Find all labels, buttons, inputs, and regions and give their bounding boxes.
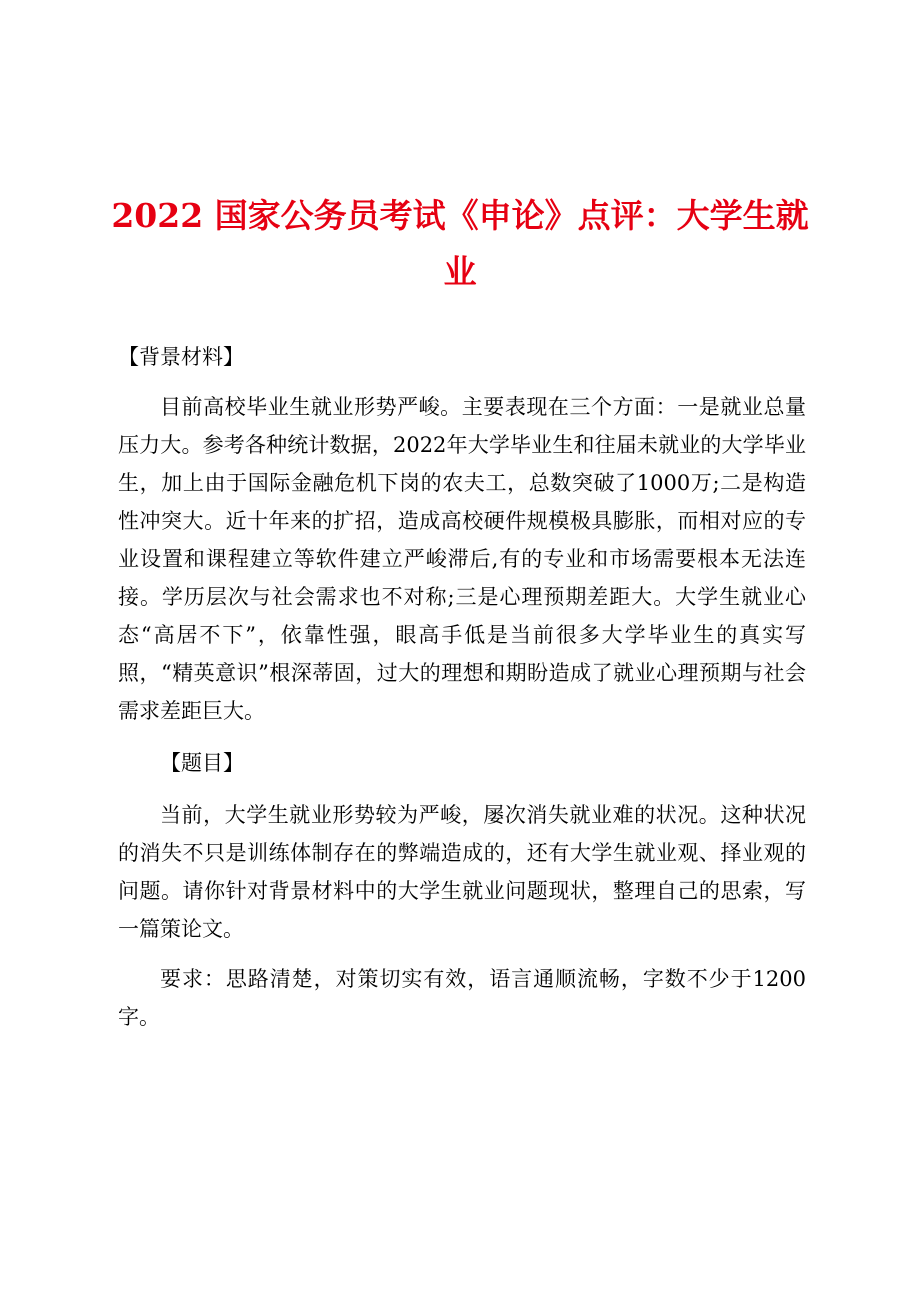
question-paragraph: 当前，大学生就业形势较为严峻，屡次消失就业难的状况。这种状况的消失不只是训练体制存在的弊端造成的，还有大学生就业观、择业观的问题。请你针对背景材料中的大学生就业问题现状，整理自己的思索，写一篇策论文。 [118, 803, 806, 941]
background-label: 【背景材料】 [118, 345, 244, 369]
background-paragraph: 目前高校毕业生就业形势严峻。主要表现在三个方面：一是就业总量压力大。参考各种统计数据，2022年大学毕业生和往届未就业的大学毕业生，加上由于国际金融危机下岗的农夫工，总数突破了1000万;二是构造性冲突大。近十年来的扩招，造成高校硬件规模极具膨胀，而相对应的专业设置和课程建立等软件建立严峻滞后,有的专业和市场需要根本无法连接。学历层次与社会需求也不对称;三是心理预期差距大。大学生就业心态“高居不下”，依靠性强，眼高手低是当前很多大学毕业生的真实写照，“精英意识”根深蒂固，过大的理想和期盼造成了就业心理预期与社会需求差距巨大。 [118, 395, 806, 723]
document-body [118, 338, 806, 1036]
question-label: 【题目】 [160, 751, 244, 775]
document-title: 2022 国家公务员考试《申论》点评：大学生就业 [111, 196, 809, 291]
requirement-paragraph: 要求：思路清楚，对策切实有效，语言通顺流畅，字数不少于1200字。 [118, 967, 806, 1029]
